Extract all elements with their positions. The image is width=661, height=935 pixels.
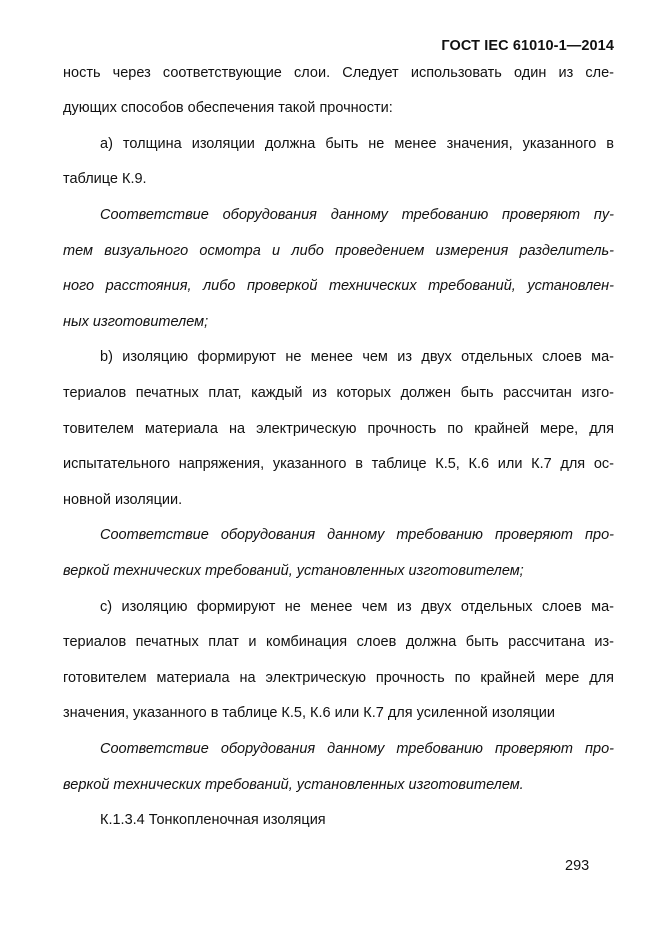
list-item-c: с) изоляцию формируют не менее чем из двух отдельных слоев ма- xyxy=(100,599,614,615)
list-item-b: b) изоляцию формируют не менее чем из двух отдельных слоев ма- xyxy=(100,349,614,365)
text-line: териалов печатных плат, каждый из которых должен быть рассчитан изго- xyxy=(63,385,614,401)
compliance-note-line: веркой технических требований, установленных изготовителем. xyxy=(63,777,524,793)
compliance-note: Соответствие оборудования данному требованию проверяют про- xyxy=(100,527,614,543)
text-line: таблице К.9. xyxy=(63,171,147,187)
compliance-note-line: ных изготовителем; xyxy=(63,314,209,330)
page-number: 293 xyxy=(565,858,590,874)
text-line: дующих способов обеспечения такой прочности: xyxy=(63,100,393,116)
document-header: ГОСТ IEC 61010-1—2014 xyxy=(441,38,614,54)
text-line: значения, указанного в таблице К.5, К.6 или К.7 для усиленной изоляции xyxy=(63,705,555,721)
compliance-note: Соответствие оборудования данному требованию проверяют пу- xyxy=(100,207,614,223)
text-line: товителем материала на электрическую прочность по крайней мере, для xyxy=(63,421,614,437)
compliance-note-line: тем визуального осмотра и либо проведением измерения разделитель- xyxy=(63,243,614,259)
text-line: испытательного напряжения, указанного в таблице К.5, К.6 или К.7 для ос- xyxy=(63,456,614,472)
section-heading: К.1.3.4 Тонкопленочная изоляция xyxy=(100,812,326,828)
compliance-note-line: ного расстояния, либо проверкой технических требований, установлен- xyxy=(63,278,614,294)
list-item-a: а) толщина изоляции должна быть не менее значения, указанного в xyxy=(100,136,614,152)
compliance-note: Соответствие оборудования данному требованию проверяют про- xyxy=(100,741,614,757)
text-line: ность через соответствующие слои. Следует использовать один из сле- xyxy=(63,65,614,81)
compliance-note-line: веркой технических требований, установленных изготовителем; xyxy=(63,563,524,579)
text-line: готовителем материала на электрическую прочность по крайней мере для xyxy=(63,670,614,686)
text-line: териалов печатных плат и комбинация слоев должна быть рассчитана из- xyxy=(63,634,614,650)
text-line: новной изоляции. xyxy=(63,492,183,508)
